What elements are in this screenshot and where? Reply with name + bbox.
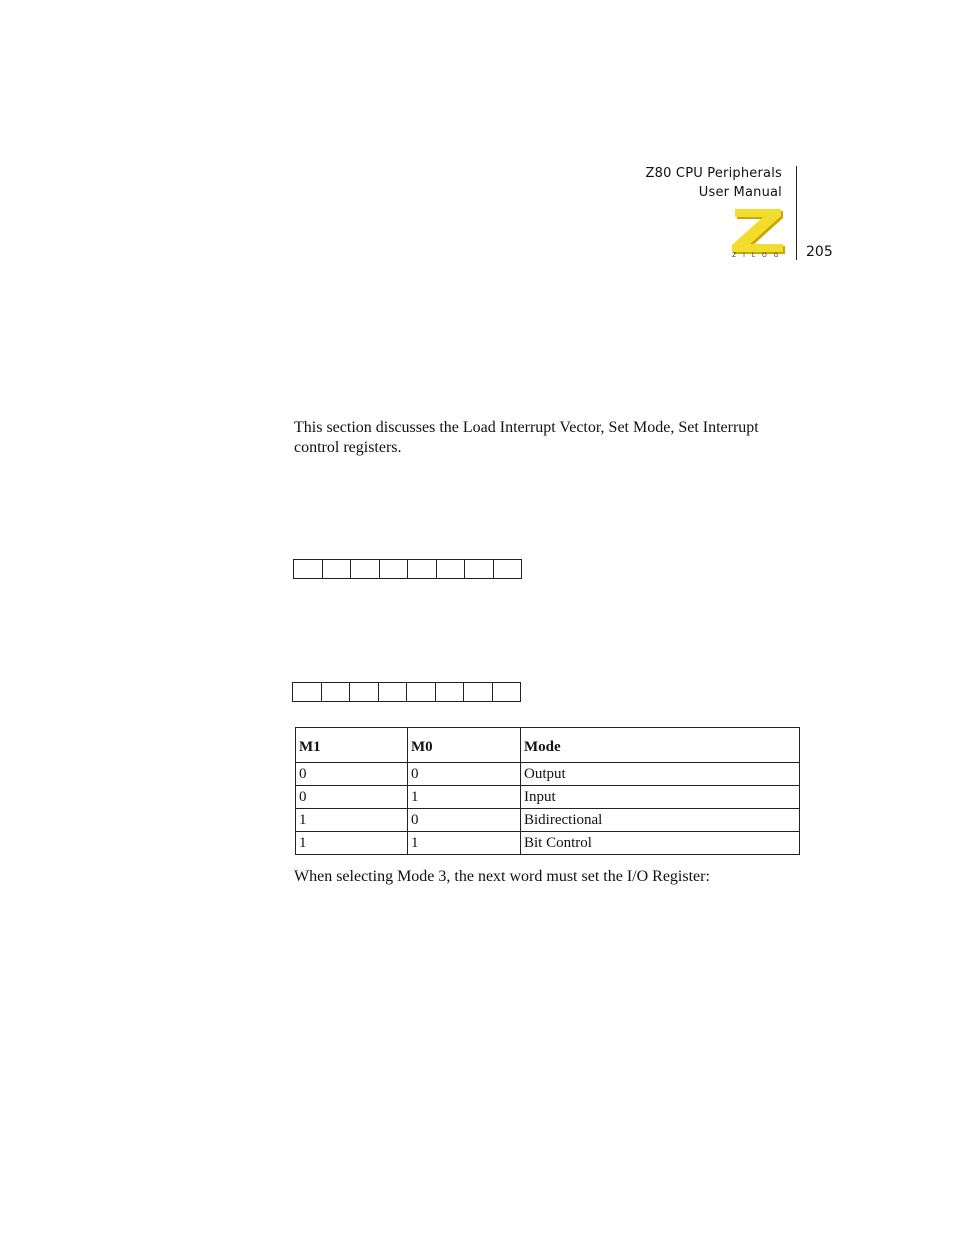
bit-cell: [436, 683, 465, 701]
manual-title: Z80 CPU Peripherals: [645, 166, 782, 181]
cell-mode: Output: [521, 763, 800, 786]
cell-m0: 0: [408, 809, 521, 832]
bit-cell: [408, 560, 437, 578]
bit-cell: [407, 683, 436, 701]
table-row: [296, 809, 800, 832]
column-header-m0: M0: [408, 728, 521, 763]
bit-cell: [379, 683, 408, 701]
page-number: 205: [806, 244, 833, 260]
set-mode-register: [292, 682, 521, 702]
column-header-mode: Mode: [521, 728, 800, 763]
cell-m0: 1: [408, 786, 521, 809]
cell-m1: 0: [296, 786, 408, 809]
bit-cell: [350, 683, 379, 701]
cell-m1: 1: [296, 809, 408, 832]
cell-m0: 1: [408, 832, 521, 855]
bit-cell: [465, 560, 494, 578]
bit-cell: [323, 560, 352, 578]
cell-m0: 0: [408, 763, 521, 786]
intro-paragraph: This section discusses the Load Interrupt Vector, Set Mode, Set Interrupt control registers.: [294, 419, 759, 456]
mode3-note: When selecting Mode 3, the next word must set the I/O Register:: [294, 868, 710, 885]
manual-subtitle: User Manual: [698, 185, 782, 200]
bit-cell: [493, 683, 522, 701]
cell-mode: Bit Control: [521, 832, 800, 855]
document-header: [646, 164, 782, 202]
table-row: [296, 763, 800, 786]
bit-cell: [322, 683, 351, 701]
table-row: [296, 786, 800, 809]
column-header-m1: M1: [296, 728, 408, 763]
interrupt-vector-register: [293, 559, 522, 579]
header-divider: [796, 166, 797, 260]
bit-cell: [380, 560, 409, 578]
bit-cell: [464, 683, 493, 701]
cell-mode: Input: [521, 786, 800, 809]
logo-wordmark: ZILOG: [732, 252, 786, 259]
bit-cell: [293, 683, 322, 701]
bit-cell: [494, 560, 523, 578]
cell-m1: 1: [296, 832, 408, 855]
bit-cell: [294, 560, 323, 578]
bit-cell: [351, 560, 380, 578]
cell-m1: 0: [296, 763, 408, 786]
mode-table: [295, 727, 800, 855]
cell-mode: Bidirectional: [521, 809, 800, 832]
bit-cell: [437, 560, 466, 578]
table-header-row: [296, 728, 800, 763]
table-row: [296, 832, 800, 855]
